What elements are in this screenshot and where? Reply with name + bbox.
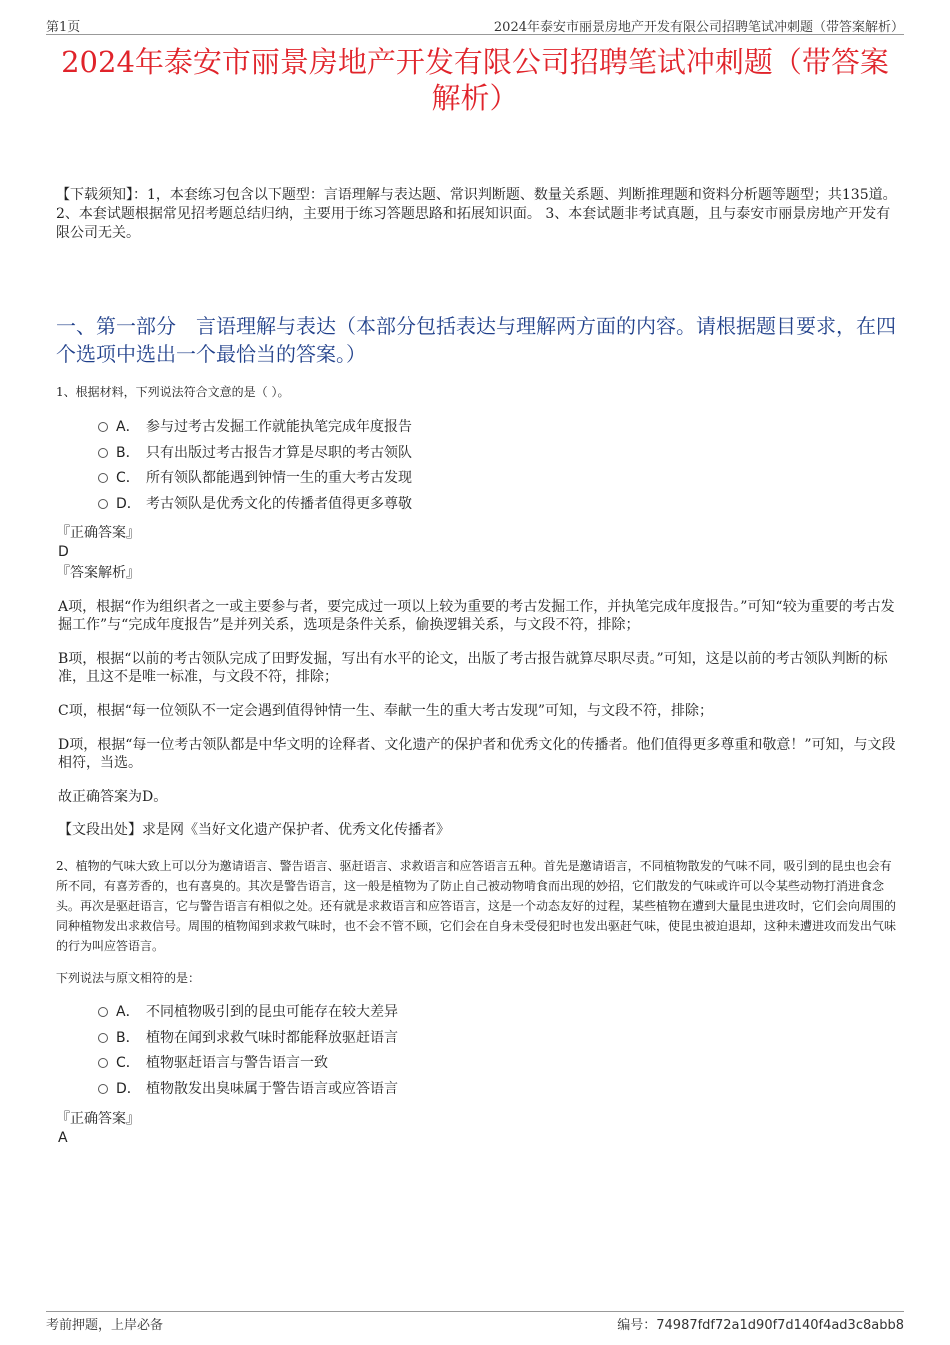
q1-option-c[interactable]: C． 所有领队都能遇到钟情一生的重大考古发现 <box>98 466 412 492</box>
q2-option-b[interactable]: B． 植物在闻到求救气味时都能释放驱赶语言 <box>98 1026 398 1052</box>
radio-icon[interactable] <box>98 473 108 483</box>
download-notice: 【下载须知】：1，本套练习包含以下题型：言语理解与表达题、常识判断题、数量关系题、判断推理题和资料分析题等题型；共135道。 2、本套试题根据常见招考题总结归纳，主要用于练习答题思路和拓展知识面。 3、本套试题非考试真题，且与泰安市丽景房地产开发有限公司无关。 <box>56 187 897 241</box>
question-2-passage: 2、植物的气味大致上可以分为邀请语言、警告语言、驱赶语言、求救语言和应答语言五种。首先是邀请语言，不同植物散发的气味不同，吸引到的昆虫也会有所不同，有喜芳香的，也有喜臭的。其次是警告语言，这一般是植物为了防止自己被动物啃食而出现的妙招，它们散发的气味或许可以令某些动物打消进食念头。再次是驱赶语言，它与警告语言有相似之处。还有就是求救语言和应答语言，这是一个动态友好的过程，某些植物在遭到大量昆虫进攻时，它们会向周围的同种植物发出求救信号。周围的植物闻到求救气味时，也不会不管不顾，它们会在自身未受侵犯时也发出驱赶气味，使昆虫被迫退却，这种未遭进攻而发出气味的行为叫应答语言。 <box>56 859 897 953</box>
q1-option-b[interactable]: B． 只有出版过考古报告才算是尽职的考古领队 <box>98 441 412 467</box>
q1-answer: D <box>58 544 69 560</box>
radio-icon[interactable] <box>98 499 108 509</box>
section-title: 一、第一部分 言语理解与表达（本部分包括表达与理解两方面的内容。请根据题目要求，在四个选项中选出一个最恰当的答案。） <box>56 314 896 366</box>
radio-icon[interactable] <box>98 1084 108 1094</box>
q1-option-a[interactable]: A． 参与过考古发掘工作就能执笔完成年度报告 <box>98 415 412 441</box>
q2-option-c[interactable]: C． 植物驱赶语言与警告语言一致 <box>98 1051 398 1077</box>
question-2-stem: 下列说法与原文相符的是： <box>56 971 201 985</box>
question-1-options <box>98 415 412 517</box>
q2-option-a[interactable]: A． 不同植物吸引到的昆虫可能存在较大差异 <box>98 1000 398 1026</box>
footer-slogan: 考前押题，上岸必备 <box>46 1318 164 1333</box>
header-doc-title: 2024年泰安市丽景房地产开发有限公司招聘笔试冲刺题（带答案解析） <box>493 20 904 35</box>
page-number: 第1页 <box>46 20 81 35</box>
q1-analysis-label: 『答案解析』 <box>56 565 140 581</box>
radio-icon[interactable] <box>98 1007 108 1017</box>
document-title: 2024年泰安市丽景房地产开发有限公司招聘笔试冲刺题（带答案解析） <box>61 45 889 115</box>
question-1-stem: 1、根据材料，下列说法符合文意的是（ ）。 <box>56 385 290 399</box>
q1-option-d[interactable]: D． 考古领队是优秀文化的传播者值得更多尊敬 <box>98 492 412 518</box>
q1-answer-label: 『正确答案』 <box>56 525 140 541</box>
q1-analysis-c: C项，根据“每一位领队不一定会遇到值得钟情一生、奉献一生的重大考古发现”可知，与文段不符，排除； <box>58 703 714 719</box>
page-footer <box>46 1311 904 1333</box>
q1-analysis-d: D项，根据“每一位考古领队都是中华文明的诠释者、文化遗产的保护者和优秀文化的传播者。他们值得更多尊重和敬意！”可知，与文段相符，当选。 <box>58 737 896 771</box>
q1-analysis-a: A项，根据“作为组织者之一或主要参与者，要完成过一项以上较为重要的考古发掘工作，并执笔完成年度报告。”可知“较为重要的考古发掘工作”与“完成年度报告”是并列关系，选项是条件关系，偷换逻辑关系，与文段不符，排除； <box>58 599 895 633</box>
q2-option-d[interactable]: D． 植物散发出臭味属于警告语言或应答语言 <box>98 1077 398 1103</box>
q2-answer-label: 『正确答案』 <box>56 1111 140 1127</box>
footer-code: 编号：74987fdf72a1d90f7d140f4ad3c8abb8 <box>617 1318 904 1333</box>
question-2-options <box>98 1000 398 1102</box>
q1-analysis-b: B项，根据“以前的考古领队完成了田野发掘，写出有水平的论文，出版了考古报告就算尽职尽责。”可知，这是以前的考古领队判断的标准，且这不是唯一标准，与文段不符，排除； <box>58 651 888 685</box>
radio-icon[interactable] <box>98 422 108 432</box>
radio-icon[interactable] <box>98 448 108 458</box>
radio-icon[interactable] <box>98 1033 108 1043</box>
radio-icon[interactable] <box>98 1058 108 1068</box>
page-header <box>46 14 904 35</box>
q1-source: 【文段出处】求是网《当好文化遗产保护者、优秀文化传播者》 <box>58 822 450 838</box>
q1-conclusion: 故正确答案为D。 <box>58 789 168 805</box>
q2-answer: A <box>58 1130 68 1146</box>
